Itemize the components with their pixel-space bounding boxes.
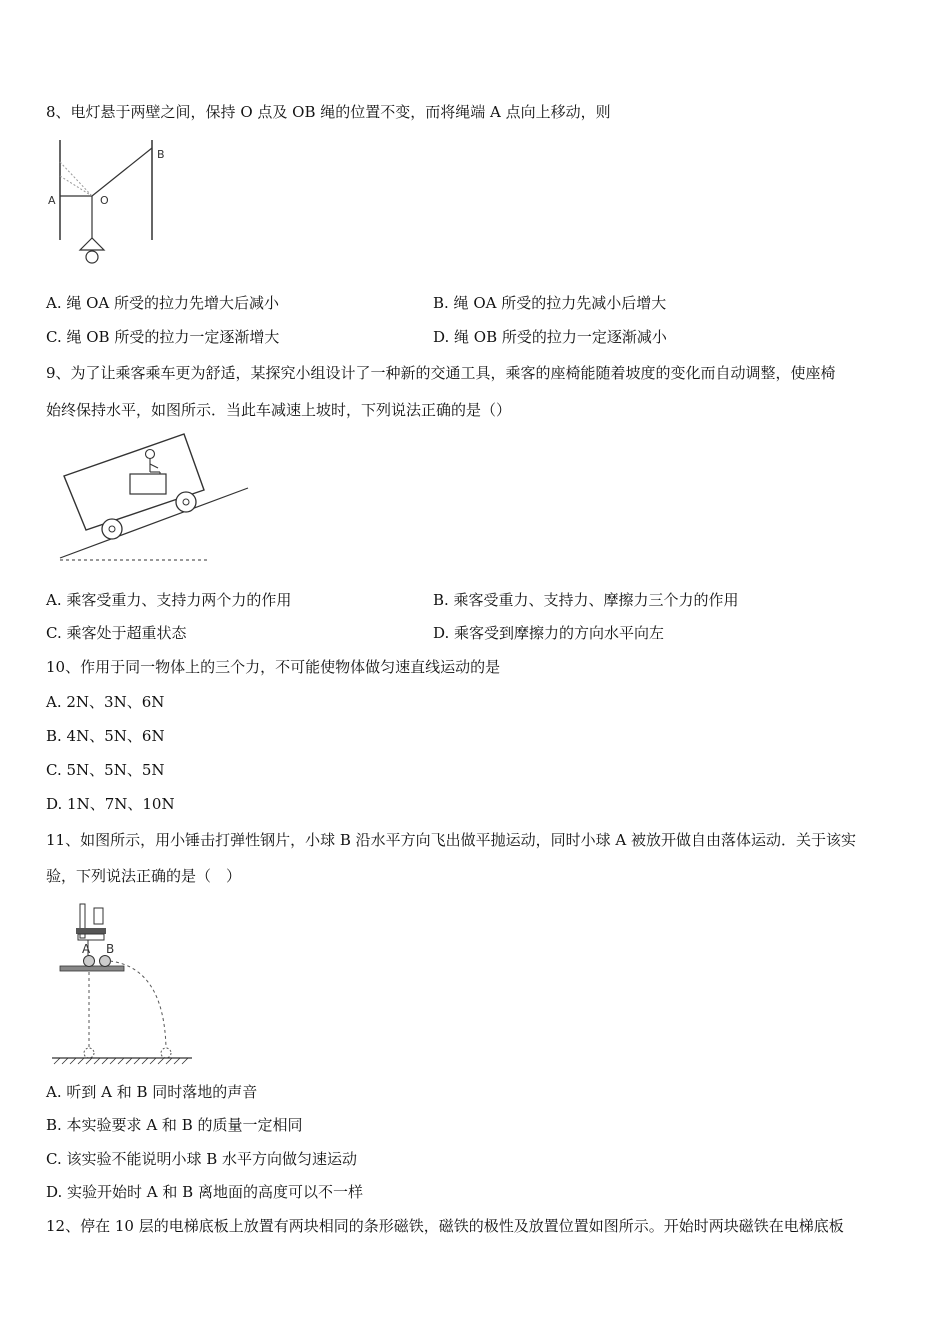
q8-stem: 8、电灯悬于两壁之间，保持 O 点及 OB 绳的位置不变，而将绳端 A 点向上移动，则 bbox=[46, 103, 611, 121]
q9-option-a: A. 乘客受重力、支持力两个力的作用 bbox=[46, 591, 292, 609]
q8-rope-dashed-2 bbox=[60, 176, 92, 196]
q8-rope-ob bbox=[92, 148, 152, 196]
q11-ball-b bbox=[100, 956, 111, 967]
q11-platform bbox=[60, 966, 124, 971]
q11-option-d: D. 实验开始时 A 和 B 离地面的高度可以不一样 bbox=[46, 1183, 363, 1201]
q8-label-b: B bbox=[157, 148, 165, 161]
q10-stem: 10、作用于同一物体上的三个力，不可能使物体做匀速直线运动的是 bbox=[46, 658, 501, 676]
q9-option-d: D. 乘客受到摩擦力的方向水平向左 bbox=[433, 624, 665, 642]
q10-option-b: B. 4N、5N、6N bbox=[46, 727, 165, 745]
q8-option-d: D. 绳 OB 所受的拉力一定逐渐减小 bbox=[433, 328, 667, 346]
q8-label-o: O bbox=[100, 194, 109, 207]
q11-path-b bbox=[110, 961, 166, 1048]
q10-option-a: A. 2N、3N、6N bbox=[46, 693, 165, 711]
q11-option-b: B. 本实验要求 A 和 B 的质量一定相同 bbox=[46, 1116, 303, 1134]
q11-label-b: B bbox=[106, 942, 115, 956]
q11-landing-a bbox=[84, 1048, 94, 1058]
q11-option-c: C. 该实验不能说明小球 B 水平方向做匀速运动 bbox=[46, 1150, 358, 1168]
q9-option-b: B. 乘客受重力、支持力、摩擦力三个力的作用 bbox=[433, 591, 739, 609]
q11-ground-hatch bbox=[54, 1058, 188, 1064]
q9-figure bbox=[56, 430, 256, 570]
q9-stem-line2: 始终保持水平，如图所示．当此车减速上坡时，下列说法正确的是（） bbox=[46, 401, 512, 419]
q9-wheel-rear bbox=[102, 519, 122, 539]
q11-clamp bbox=[76, 928, 106, 934]
q11-figure bbox=[48, 898, 198, 1068]
q9-stem-line1: 9、为了让乘客乘车更为舒适，某探究小组设计了一种新的交通工具，乘客的座椅能随着坡度的变化而自动调整，使座椅 bbox=[46, 364, 836, 382]
q10-option-d: D. 1N、7N、10N bbox=[46, 795, 175, 813]
q8-lamp-bulb bbox=[86, 251, 98, 263]
q11-option-a: A. 听到 A 和 B 同时落地的声音 bbox=[46, 1083, 258, 1101]
q11-ball-a bbox=[84, 956, 95, 967]
q11-clamp-base bbox=[78, 934, 104, 940]
q12-stem-line1: 12、停在 10 层的电梯底板上放置有两块相同的条形磁铁，磁铁的极性及放置位置如图所示。开始时两块磁铁在电梯底板 bbox=[46, 1217, 844, 1235]
q8-option-a: A. 绳 OA 所受的拉力先增大后减小 bbox=[46, 294, 280, 312]
q9-wheel-front bbox=[176, 492, 196, 512]
q9-option-c: C. 乘客处于超重状态 bbox=[46, 624, 187, 642]
q8-label-a: A bbox=[48, 194, 56, 207]
q11-label-a: A bbox=[82, 942, 91, 956]
q8-figure bbox=[46, 136, 166, 268]
q10-option-c: C. 5N、5N、5N bbox=[46, 761, 165, 779]
q8-lamp-shade bbox=[80, 238, 104, 250]
q8-option-c: C. 绳 OB 所受的拉力一定逐渐增大 bbox=[46, 328, 280, 346]
q8-option-b: B. 绳 OA 所受的拉力先减小后增大 bbox=[433, 294, 667, 312]
q9-seat bbox=[130, 474, 166, 494]
q11-landing-b bbox=[161, 1048, 171, 1058]
q11-stem-line2: 验，下列说法正确的是（ ） bbox=[46, 867, 242, 885]
q11-stem-line1: 11、如图所示，用小锤击打弹性钢片，小球 B 沿水平方向飞出做平抛运动，同时小球 A 被放开做自由落体运动．关于该实 bbox=[46, 831, 857, 849]
q11-flag bbox=[94, 908, 103, 924]
